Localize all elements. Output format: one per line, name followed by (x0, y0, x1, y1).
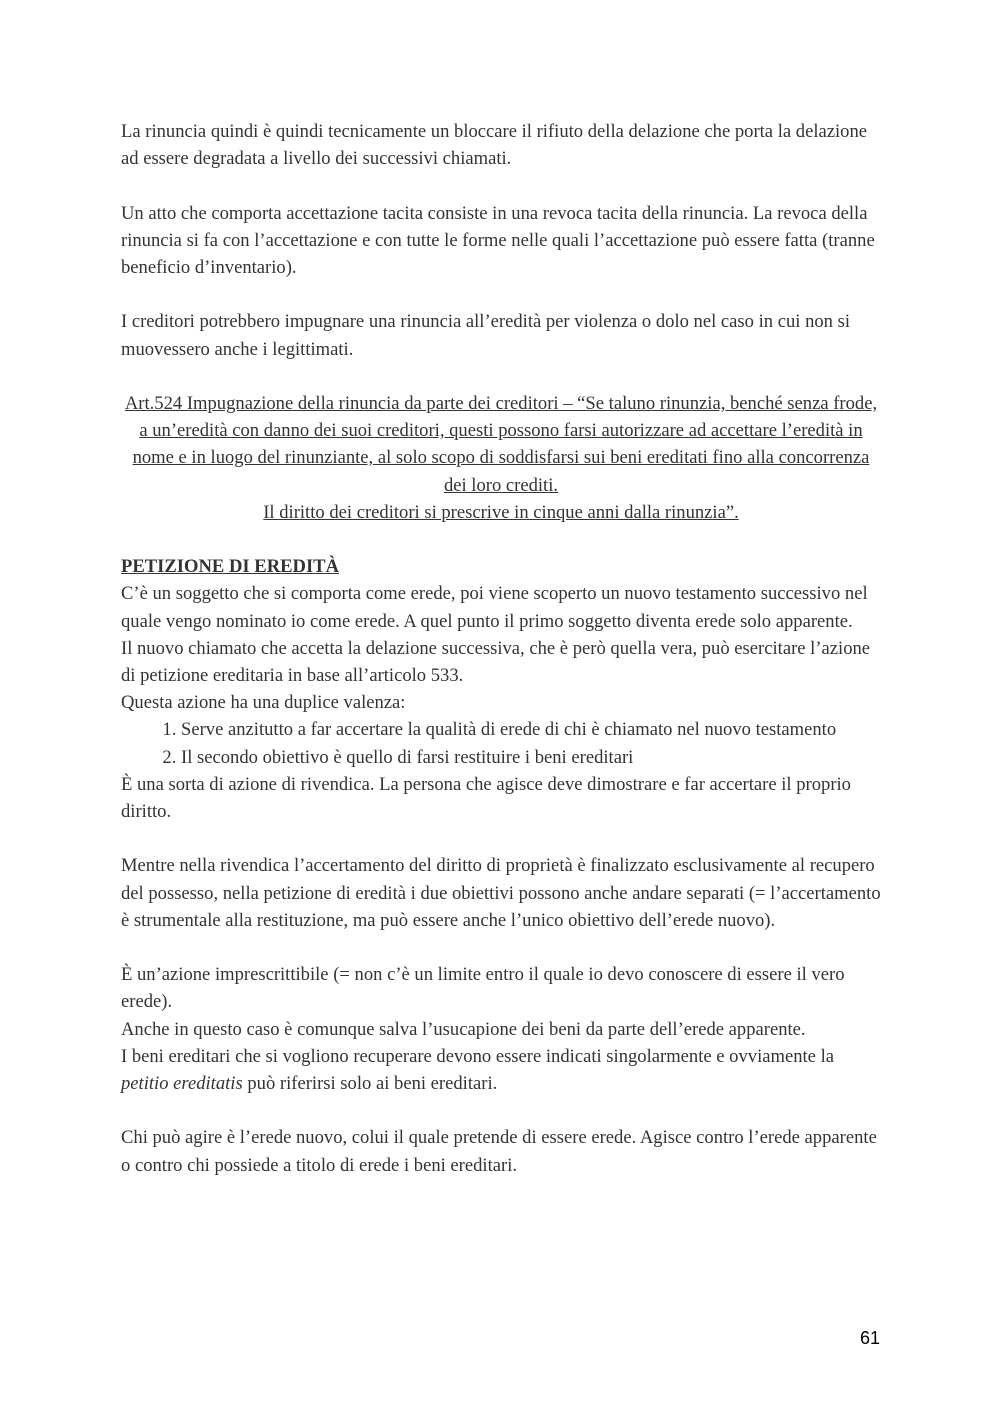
paragraph-gap (121, 825, 881, 852)
paragraph-gap (121, 172, 881, 199)
paragraph-duplice-valenza: Questa azione ha una duplice valenza: (121, 692, 406, 714)
italic-term: petitio ereditatis (121, 1073, 243, 1095)
paragraph-obiettivi: Mentre nella rivendica l’accertamento del diritto di proprietà è finalizzato esclusivamente al recupero del possesso, nella petizione di eredità i due obiettivi possono anche andare separati (= l’accertamento è strumentale alla restituzione, ma può essere anche l’unico obiettivo dell’erede nuovo). (121, 855, 881, 931)
article-quote (121, 390, 881, 526)
document-page (121, 118, 881, 1179)
paragraph-gap (121, 526, 881, 553)
paragraph-beni-ereditari (121, 1043, 881, 1097)
quote-text: Art.524 Impugnazione della rinuncia da parte dei creditori – “Se taluno rinunzia, benché senza frode, a un’eredità con danno dei suoi creditori, questi possono farsi autorizzare ad accettare l’eredità in nome e in luogo del rinunziante, al solo scopo di soddisfarsi sui beni ereditati fino alla concorrenza dei loro crediti. (124, 392, 878, 496)
paragraph-chi-puo-agire: Chi può agire è l’erede nuovo, colui il quale pretende di essere erede. Agisce contro l’erede apparente o contro chi possiede a titolo di erede i beni ereditari. (121, 1127, 877, 1176)
paragraph-gap (121, 281, 881, 308)
paragraph-accettazione-tacita: Un atto che comporta accettazione tacita consiste in una revoca tacita della rinuncia. La revoca della rinuncia si fa con l’accettazione e con tutte le forme nelle quali l’accettazione può essere fatta (tranne beneficio d’inventario). (121, 202, 875, 278)
text-span: può riferirsi solo ai beni ereditari. (242, 1073, 498, 1095)
paragraph-gap (121, 1097, 881, 1124)
quote-text-last: Il diritto dei creditori si prescrive in cinque anni dalla rinunzia”. (263, 501, 739, 523)
page-number: 61 (859, 1328, 880, 1348)
paragraph-usucapione: Anche in questo caso è comunque salva l’usucapione dei beni da parte dell’erede apparente. (121, 1018, 806, 1040)
list-item: 2. Il secondo obiettivo è quello di farsi restituire i beni ereditari (181, 744, 881, 771)
paragraph-rivendica: È una sorta di azione di rivendica. La persona che agisce deve dimostrare e far accertare il proprio diritto. (121, 773, 851, 823)
paragraph-imprescrittibile: È un’azione imprescrittibile (= non c’è un limite entro il quale io devo conoscere di essere il vero erede). (121, 964, 845, 1013)
paragraph-creditori: I creditori potrebbero impugnare una rinuncia all’eredità per violenza o dolo nel caso in cui non si muovessero anche i legittimati. (121, 311, 851, 360)
text-span: I beni ereditari che si vogliono recuperare devono essere indicati singolarmente e ovviamente la (121, 1045, 834, 1067)
paragraph-gap (121, 934, 881, 961)
section-heading: PETIZIONE DI EREDITÀ (121, 556, 340, 578)
paragraph-gap (121, 363, 881, 390)
numbered-list (121, 716, 881, 770)
paragraph-nuovo-chiamato: Il nuovo chiamato che accetta la delazione successiva, che è però quella vera, può esercitare l’azione di petizione ereditaria in base all’articolo 533. (121, 637, 871, 686)
list-item: 1. Serve anzitutto a far accertare la qualità di erede di chi è chiamato nel nuovo testamento (181, 716, 881, 743)
paragraph-erede-apparente: C’è un soggetto che si comporta come erede, poi viene scoperto un nuovo testamento successivo nel quale vengo nominato io come erede. A quel punto il primo soggetto diventa erede solo apparente. (121, 583, 868, 632)
paragraph-rinuncia: La rinuncia quindi è quindi tecnicamente un bloccare il rifiuto della delazione che porta la delazione ad essere degradata a livello dei successivi chiamati. (121, 121, 868, 170)
